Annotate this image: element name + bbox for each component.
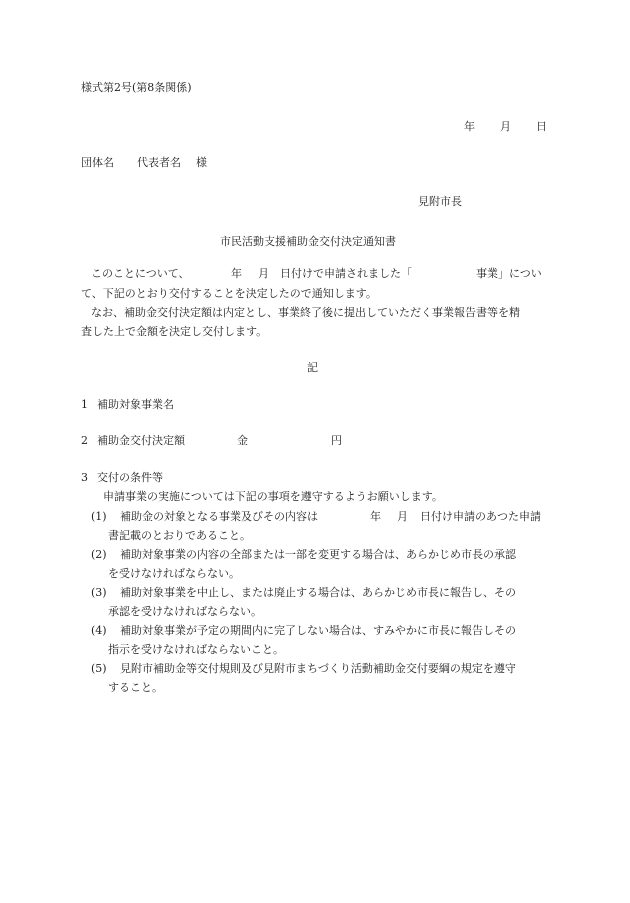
amount-kin: 金 <box>237 434 248 447</box>
body-text: 事業」につい <box>476 267 542 280</box>
body-year: 年 <box>231 267 242 280</box>
body-text: なお、補助金交付決定額は内定とし、事業終了後に提出していただく事業報告書等を精 <box>91 306 520 319</box>
condition-number: (2) <box>91 548 107 561</box>
body-text: 日付けで申請されました「 <box>280 267 412 280</box>
condition-text: 補助対象事業の内容の全部または一部を変更する場合は、あらかじめ市長の承認 <box>120 548 516 561</box>
condition-number: (5) <box>91 662 107 675</box>
item-label: 交付の条件等 <box>97 471 163 484</box>
condition-text: 補助対象事業が予定の期間内に完了しない場合は、すみやかに市長に報告しその <box>120 624 516 637</box>
date-month: 月 <box>500 120 511 133</box>
body-text: て、下記のとおり交付することを決定したので通知します。 <box>81 287 377 300</box>
condition-year: 年 <box>370 510 381 523</box>
addressee-honorific: 様 <box>196 156 207 169</box>
condition-text: 書記載のとおりであること。 <box>108 529 251 542</box>
item-label: 補助対象事業名 <box>97 398 174 411</box>
date-year: 年 <box>464 120 475 133</box>
item-number: 3 <box>81 471 88 484</box>
sender: 見附市長 <box>418 195 462 208</box>
date-day: 日 <box>536 120 547 133</box>
condition-number: (3) <box>91 586 107 599</box>
body-text: このことについて、 <box>91 267 190 280</box>
item-label: 補助金交付決定額 <box>97 434 185 447</box>
addressee-group: 団体名 <box>81 156 114 169</box>
condition-text: を受けなければならない。 <box>108 567 240 580</box>
amount-yen: 円 <box>331 434 342 447</box>
condition-text: 補助金の対象となる事業及びその内容は <box>120 510 318 523</box>
conditions-intro: 申請事業の実施については下記の事項を遵守するようお願いします。 <box>103 490 443 503</box>
condition-text: 日付け申請のあつた申請 <box>420 510 541 523</box>
document-title: 市民活動支援補助金交付決定通知書 <box>220 235 396 248</box>
body-month: 月 <box>258 267 269 280</box>
condition-number: (4) <box>91 624 107 637</box>
form-number: 様式第2号(第8条関係) <box>81 81 192 94</box>
body-text: 査した上で金額を決定し交付します。 <box>81 325 268 338</box>
condition-text: 指示を受けなければならないこと。 <box>108 643 284 656</box>
item-number: 2 <box>81 434 88 447</box>
condition-text: 承認を受けなければならない。 <box>108 605 262 618</box>
condition-month: 月 <box>397 510 408 523</box>
addressee-representative: 代表者名 <box>137 156 181 169</box>
ki-heading: 記 <box>307 361 318 374</box>
item-number: 1 <box>81 398 88 411</box>
condition-text: 補助対象事業を中止し、または廃止する場合は、あらかじめ市長に報告し、その <box>120 586 516 599</box>
condition-text: すること。 <box>108 681 163 694</box>
condition-text: 見附市補助金等交付規則及び見附市まちづくり活動補助金交付要綱の規定を遵守 <box>120 662 516 675</box>
condition-number: (1) <box>91 510 107 523</box>
